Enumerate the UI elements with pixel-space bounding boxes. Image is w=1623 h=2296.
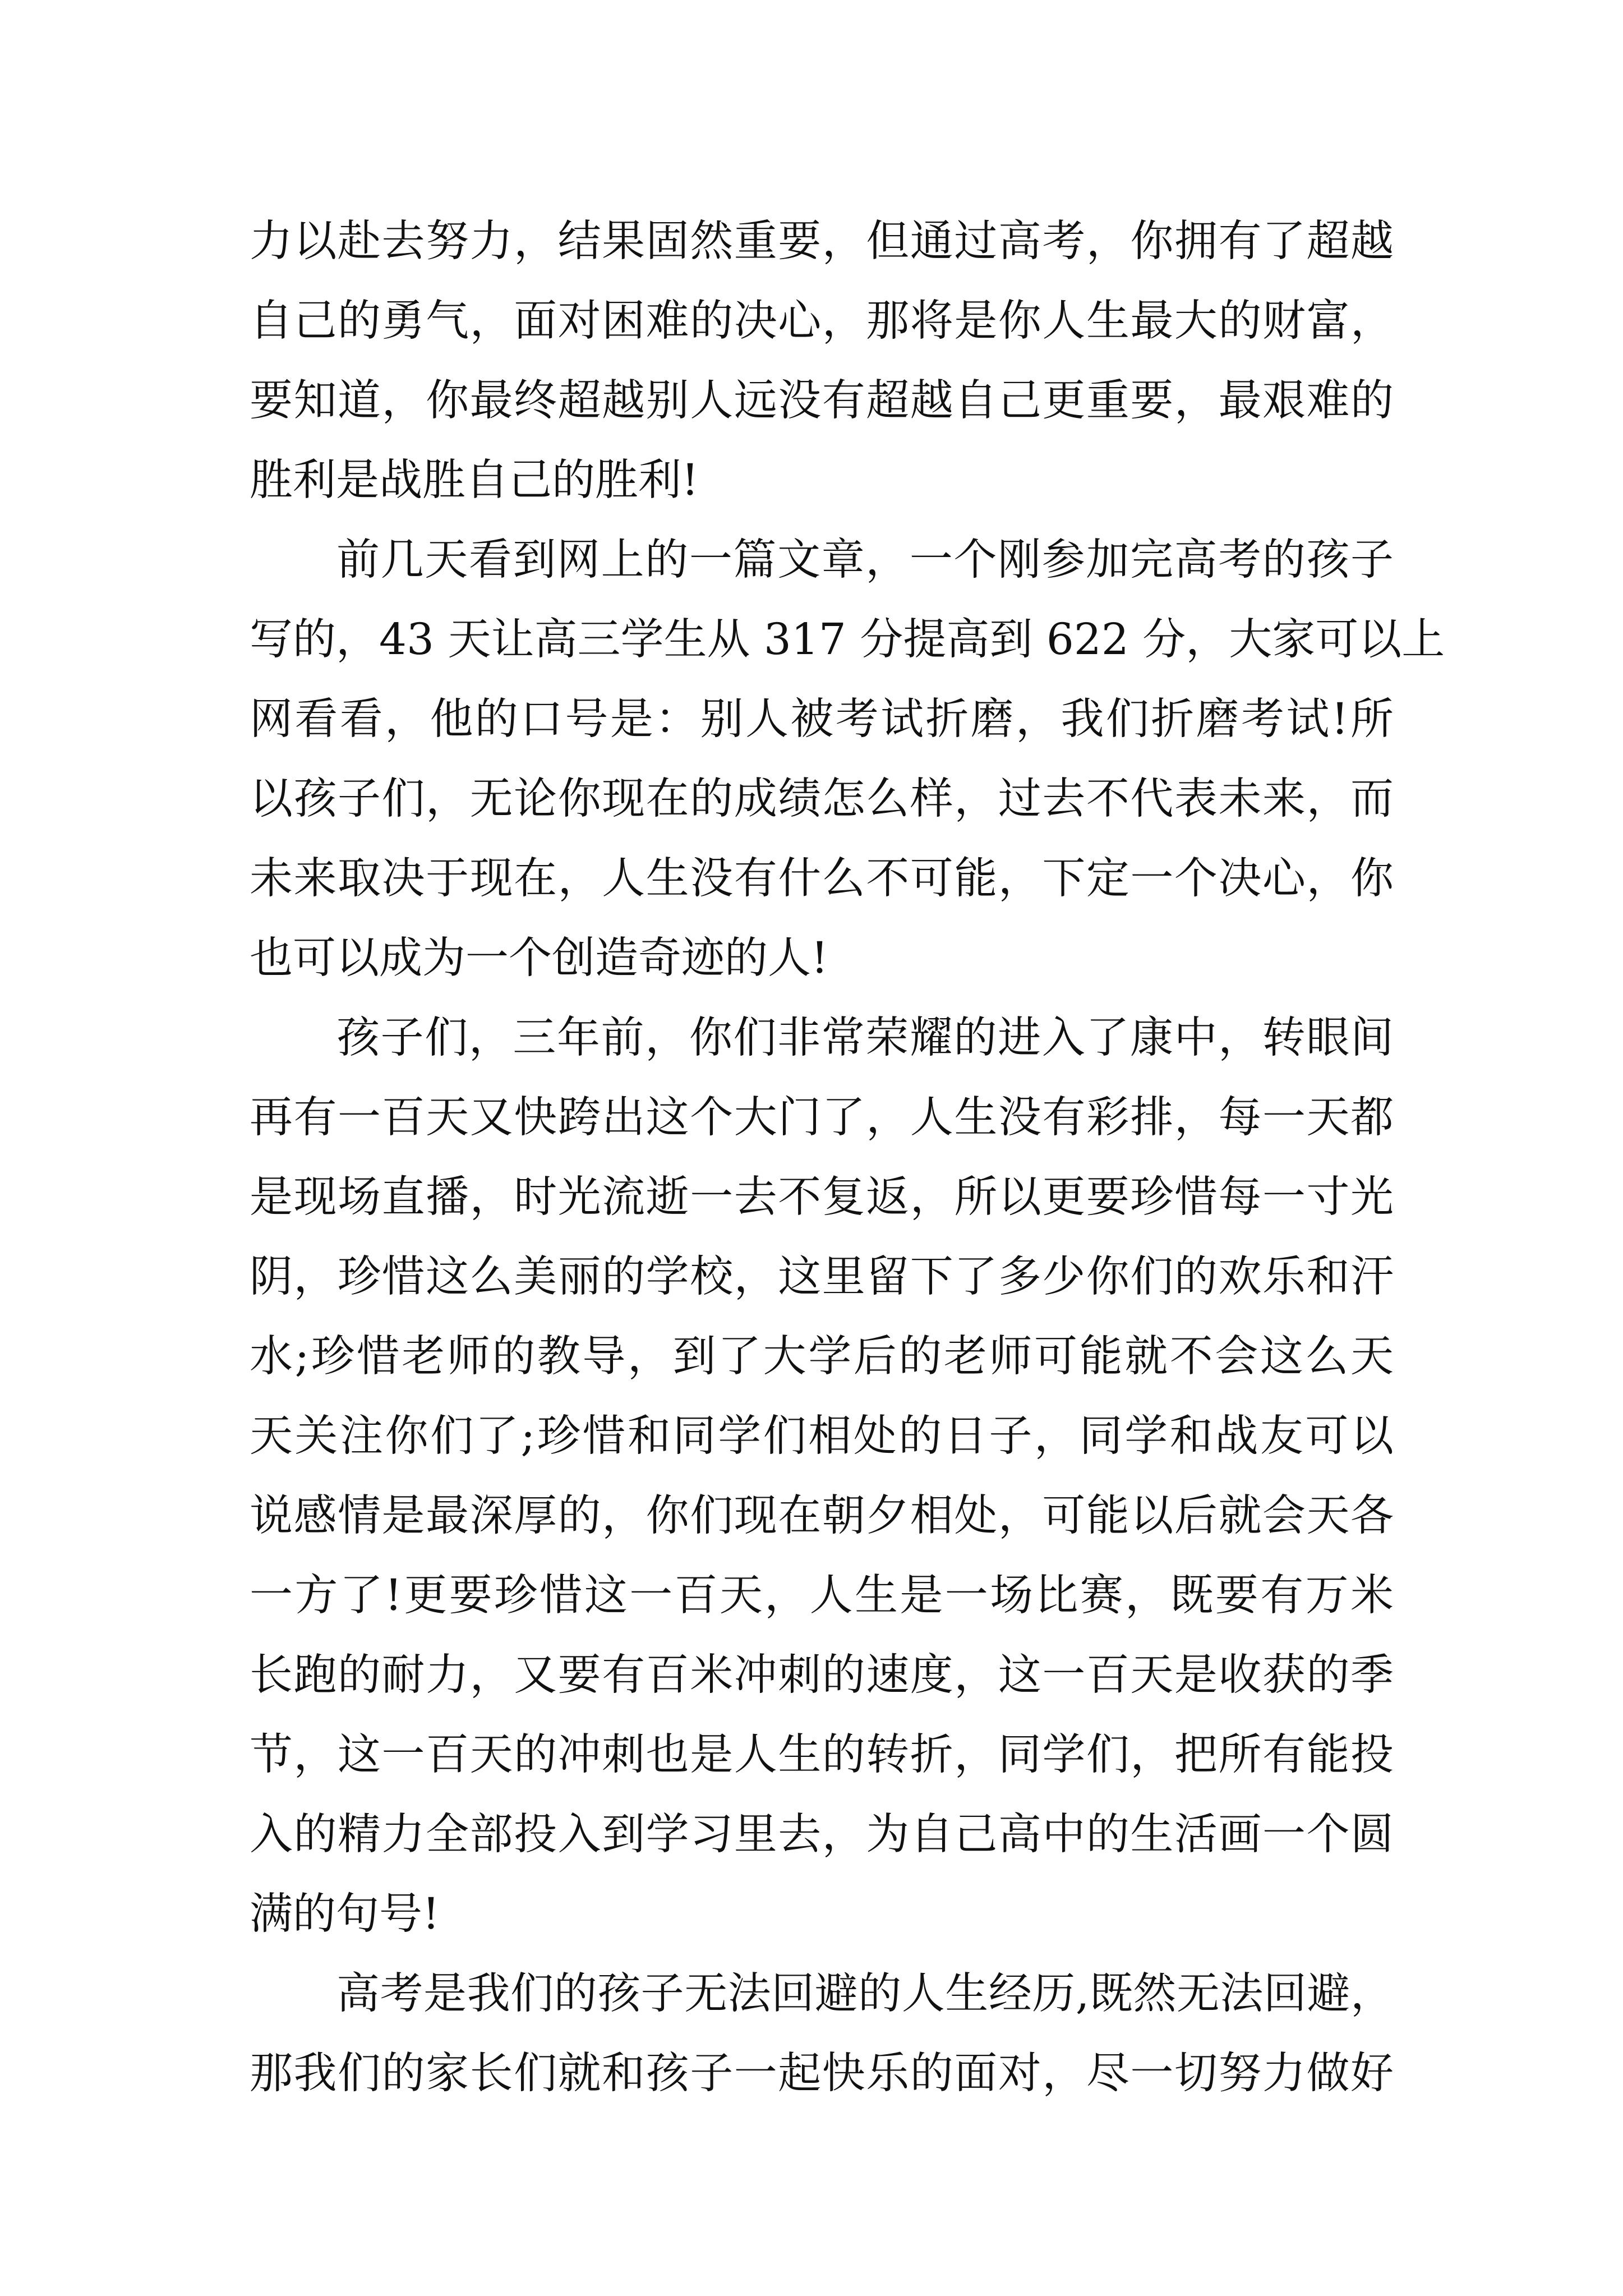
document-body bbox=[250, 202, 1445, 2114]
text-line: 胜利是战胜自己的胜利! bbox=[250, 455, 699, 505]
paragraph-first-line: 孩子们，三年前，你们非常荣耀的进入了康中，转眼间 bbox=[336, 1013, 1394, 1063]
text-line: 网看看，他的口号是：别人被考试折磨，我们折磨考试!所 bbox=[250, 694, 1394, 744]
text-line: 再有一百天又快跨出这个大门了，人生没有彩排，每一天都 bbox=[250, 1093, 1394, 1143]
text-line: 水;珍惜老师的教导，到了大学后的老师可能就不会这么天 bbox=[250, 1332, 1394, 1382]
text-line: 力以赴去努力，结果固然重要，但通过高考，你拥有了超越 bbox=[250, 217, 1394, 266]
text-line: 未来取决于现在，人生没有什么不可能，下定一个决心，你 bbox=[250, 854, 1394, 904]
text-line: 以孩子们，无论你现在的成绩怎么样，过去不代表未来，而 bbox=[250, 774, 1394, 824]
paragraph-first-line: 前几天看到网上的一篇文章，一个刚参加完高考的孩子 bbox=[336, 535, 1394, 585]
text-line: 那我们的家长们就和孩子一起快乐的面对，尽一切努力做好 bbox=[250, 2049, 1394, 2099]
text-line: 入的精力全部投入到学习里去，为自己高中的生活画一个圆 bbox=[250, 1810, 1394, 1860]
text-line: 天关注你们了;珍惜和同学们相处的日子，同学和战友可以 bbox=[250, 1411, 1394, 1461]
text-line: 写的，43 天让高三学生从 317 分提高到 622 分，大家可以上 bbox=[250, 615, 1445, 665]
text-line: 自己的勇气，面对困难的决心，那将是你人生最大的财富， bbox=[250, 296, 1394, 346]
text-line: 阴，珍惜这么美丽的学校，这里留下了多少你们的欢乐和汗 bbox=[250, 1252, 1394, 1302]
text-line: 节，这一百天的冲刺也是人生的转折，同学们，把所有能投 bbox=[250, 1730, 1394, 1780]
paragraph-first-line: 高考是我们的孩子无法回避的人生经历,既然无法回避， bbox=[336, 1969, 1394, 2019]
text-line: 一方了!更要珍惜这一百天，人生是一场比赛，既要有万米 bbox=[250, 1571, 1394, 1621]
text-line: 也可以成为一个创造奇迹的人! bbox=[250, 933, 828, 983]
text-line: 说感情是最深厚的，你们现在朝夕相处，可能以后就会天各 bbox=[250, 1491, 1394, 1541]
text-line: 满的句号! bbox=[250, 1889, 440, 1939]
text-line: 是现场直播，时光流逝一去不复返，所以更要珍惜每一寸光 bbox=[250, 1172, 1394, 1222]
text-line: 要知道，你最终超越别人远没有超越自己更重要，最艰难的 bbox=[250, 376, 1394, 426]
text-line: 长跑的耐力，又要有百米冲刺的速度，这一百天是收获的季 bbox=[250, 1650, 1394, 1700]
